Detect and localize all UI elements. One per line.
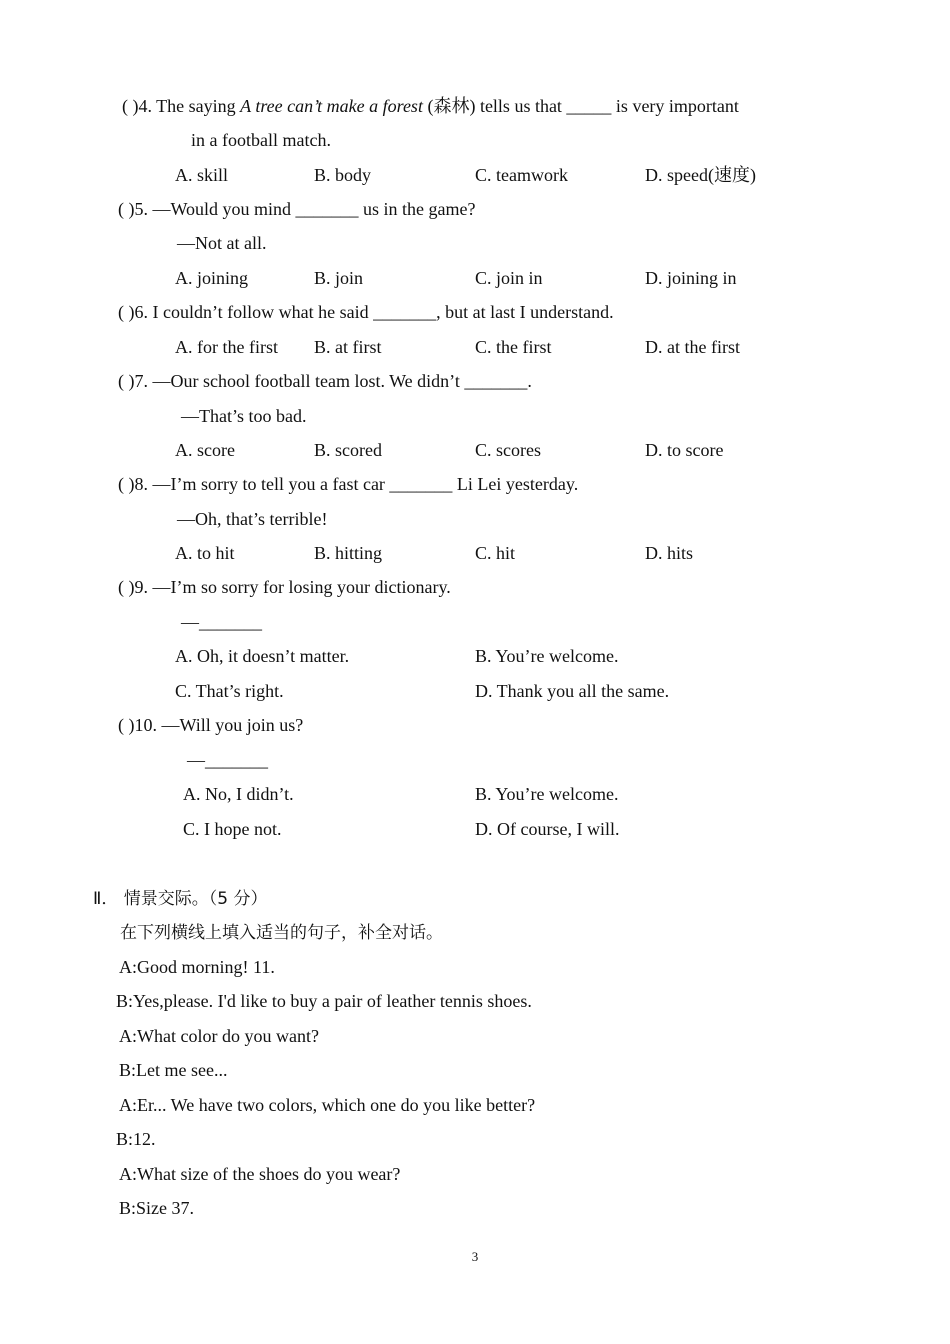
question-4 (122, 95, 739, 117)
question-stem: 5. —Would you mind _______ us in the game? (134, 199, 476, 219)
question-10 (118, 714, 303, 736)
option-c: C. the first (475, 337, 552, 357)
option-a: A. score (175, 440, 235, 460)
answer-bracket: ( ) (118, 199, 135, 219)
question-stem: (森林) tells us that _____ is very important (422, 96, 739, 116)
option-b: B. You’re welcome. (475, 784, 619, 804)
option-b: B. scored (314, 440, 382, 460)
question-stem: 6. I couldn’t follow what he said _______, but at last I understand. (134, 302, 614, 322)
option-a: A. for the first (175, 337, 278, 357)
question-stem: 4. The saying (138, 96, 241, 116)
dialogue-line: A:What size of the shoes do you wear? (119, 1164, 401, 1184)
option-d: D. speed(速度) (645, 165, 756, 185)
option-b: B. You’re welcome. (475, 646, 619, 666)
question-reply: —Not at all. (177, 233, 267, 253)
dialogue-line: B:Yes,please. I'd like to buy a pair of leather tennis shoes. (116, 991, 532, 1011)
question-reply: —That’s too bad. (181, 406, 307, 426)
option-d: D. hits (645, 543, 694, 563)
option-b: B. body (314, 165, 372, 185)
question-reply: —_______ (187, 750, 268, 770)
answer-bracket: ( ) (118, 302, 135, 322)
question-stem: 8. —I’m sorry to tell you a fast car _______ Li Lei yesterday. (134, 474, 579, 494)
section-instruction: 在下列横线上填入适当的句子，补全对话。 (120, 923, 443, 943)
option-a: A. No, I didn’t. (183, 784, 294, 804)
question-9 (118, 576, 451, 598)
answer-bracket: ( ) (118, 474, 135, 494)
dialogue-line: A:What color do you want? (119, 1026, 319, 1046)
question-reply: —_______ (181, 612, 262, 632)
option-d: D. at the first (645, 337, 740, 357)
question-stem-continuation: in a football match. (191, 130, 331, 150)
dialogue-line: B:Let me see... (119, 1060, 228, 1080)
option-c: C. teamwork (475, 165, 568, 185)
option-c: C. hit (475, 543, 516, 563)
dialogue-line: B:12. (116, 1129, 156, 1149)
answer-bracket: ( ) (118, 577, 135, 597)
question-reply: —Oh, that’s terrible! (177, 509, 328, 529)
option-b: B. join (314, 268, 364, 288)
answer-bracket: ( ) (118, 715, 135, 735)
answer-bracket: ( ) (118, 371, 135, 391)
dialogue-line: A:Good morning! 11. (119, 957, 275, 977)
option-c: C. scores (475, 440, 541, 460)
question-stem: 9. —I’m so sorry for losing your dictionary. (134, 577, 451, 597)
question-6 (118, 301, 614, 323)
option-a: A. skill (175, 165, 229, 185)
section-heading: Ⅱ． 情景交际。（5 分） (93, 889, 268, 909)
option-a: A. to hit (175, 543, 235, 563)
answer-bracket: ( ) (122, 96, 139, 116)
question-7 (118, 370, 532, 392)
option-d: D. joining in (645, 268, 737, 288)
option-a: A. joining (175, 268, 249, 288)
dialogue-line: B:Size 37. (119, 1198, 194, 1218)
question-stem-italic: A tree can’t make a forest (240, 96, 423, 116)
option-b: B. at first (314, 337, 382, 357)
option-d: D. Of course, I will. (475, 819, 620, 839)
page-number: 3 (471, 1249, 479, 1264)
option-a: A. Oh, it doesn’t matter. (175, 646, 350, 666)
question-5 (118, 198, 476, 220)
option-d: D. Thank you all the same. (475, 681, 670, 701)
question-stem: 10. —Will you join us? (134, 715, 304, 735)
option-d: D. to score (645, 440, 724, 460)
option-c: C. That’s right. (175, 681, 284, 701)
dialogue-line: A:Er... We have two colors, which one do you like better? (119, 1095, 536, 1115)
option-c: C. join in (475, 268, 543, 288)
option-b: B. hitting (314, 543, 383, 563)
question-stem: 7. —Our school football team lost. We didn’t _______. (134, 371, 532, 391)
question-8 (118, 473, 578, 495)
option-c: C. I hope not. (183, 819, 282, 839)
